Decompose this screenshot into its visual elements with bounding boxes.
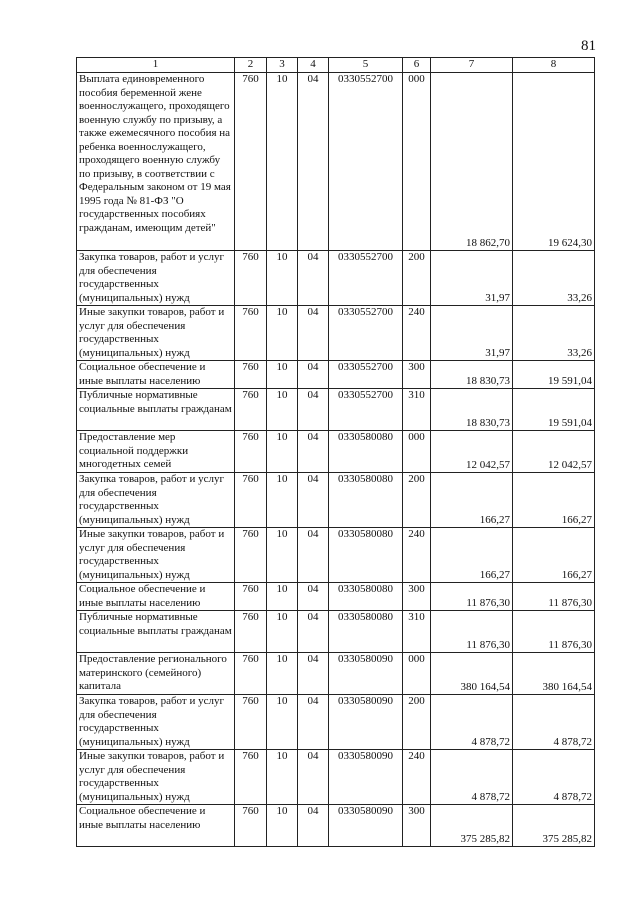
subsection-cell: 04 <box>298 431 329 473</box>
section-cell: 10 <box>267 805 298 847</box>
section-cell: 10 <box>267 583 298 611</box>
target-article-cell: 0330552700 <box>329 389 403 431</box>
expense-type-cell: 240 <box>403 750 431 805</box>
section-cell: 10 <box>267 473 298 528</box>
section-cell: 10 <box>267 750 298 805</box>
expense-type-cell: 300 <box>403 805 431 847</box>
section-cell: 10 <box>267 306 298 361</box>
expense-type-cell: 240 <box>403 528 431 583</box>
subsection-cell: 04 <box>298 750 329 805</box>
section-cell: 10 <box>267 611 298 653</box>
code-cell: 760 <box>235 361 267 389</box>
subsection-cell: 04 <box>298 389 329 431</box>
expense-type-cell: 310 <box>403 611 431 653</box>
code-cell: 760 <box>235 805 267 847</box>
table-row <box>77 306 595 361</box>
section-cell: 10 <box>267 361 298 389</box>
expense-type-cell: 200 <box>403 251 431 306</box>
amount-cell: 19 624,30 <box>513 73 595 251</box>
amount-cell: 12 042,57 <box>431 431 513 473</box>
amount-cell: 11 876,30 <box>431 611 513 653</box>
amount-cell: 12 042,57 <box>513 431 595 473</box>
target-article-cell: 0330552700 <box>329 306 403 361</box>
target-article-cell: 0330580080 <box>329 583 403 611</box>
table-row <box>77 653 595 695</box>
amount-cell: 4 878,72 <box>431 750 513 805</box>
expense-type-cell: 300 <box>403 583 431 611</box>
table-row <box>77 431 595 473</box>
expense-type-cell: 200 <box>403 473 431 528</box>
amount-cell: 18 862,70 <box>431 73 513 251</box>
column-header-1: 1 <box>77 58 235 73</box>
subsection-cell: 04 <box>298 653 329 695</box>
amount-cell: 18 830,73 <box>431 361 513 389</box>
amount-cell: 31,97 <box>431 251 513 306</box>
target-article-cell: 0330580080 <box>329 611 403 653</box>
amount-cell: 11 876,30 <box>431 583 513 611</box>
row-name: Иные закупки товаров, работ и услуг для обеспечения государственных (муниципальных) нужд <box>77 750 235 805</box>
amount-cell: 375 285,82 <box>431 805 513 847</box>
row-name: Социальное обеспечение и иные выплаты населению <box>77 361 235 389</box>
target-article-cell: 0330552700 <box>329 251 403 306</box>
amount-cell: 18 830,73 <box>431 389 513 431</box>
subsection-cell: 04 <box>298 473 329 528</box>
column-header-7: 7 <box>431 58 513 73</box>
expense-type-cell: 000 <box>403 653 431 695</box>
amount-cell: 19 591,04 <box>513 389 595 431</box>
code-cell: 760 <box>235 431 267 473</box>
subsection-cell: 04 <box>298 611 329 653</box>
subsection-cell: 04 <box>298 805 329 847</box>
subsection-cell: 04 <box>298 528 329 583</box>
section-cell: 10 <box>267 695 298 750</box>
code-cell: 760 <box>235 695 267 750</box>
expense-type-cell: 000 <box>403 431 431 473</box>
column-header-3: 3 <box>267 58 298 73</box>
section-cell: 10 <box>267 653 298 695</box>
page-number: 81 <box>581 38 596 54</box>
column-header-4: 4 <box>298 58 329 73</box>
subsection-cell: 04 <box>298 306 329 361</box>
table-row <box>77 611 595 653</box>
amount-cell: 33,26 <box>513 251 595 306</box>
target-article-cell: 0330580090 <box>329 653 403 695</box>
expense-type-cell: 200 <box>403 695 431 750</box>
code-cell: 760 <box>235 583 267 611</box>
section-cell: 10 <box>267 528 298 583</box>
expense-type-cell: 000 <box>403 73 431 251</box>
row-name: Иные закупки товаров, работ и услуг для обеспечения государственных (муниципальных) нужд <box>77 306 235 361</box>
amount-cell: 4 878,72 <box>513 750 595 805</box>
amount-cell: 11 876,30 <box>513 611 595 653</box>
row-name: Иные закупки товаров, работ и услуг для обеспечения государственных (муниципальных) нужд <box>77 528 235 583</box>
table-row <box>77 750 595 805</box>
amount-cell: 31,97 <box>431 306 513 361</box>
section-cell: 10 <box>267 251 298 306</box>
row-name: Предоставление мер социальной поддержки многодетных семей <box>77 431 235 473</box>
amount-cell: 33,26 <box>513 306 595 361</box>
target-article-cell: 0330580090 <box>329 805 403 847</box>
amount-cell: 375 285,82 <box>513 805 595 847</box>
amount-cell: 166,27 <box>513 528 595 583</box>
section-cell: 10 <box>267 431 298 473</box>
subsection-cell: 04 <box>298 361 329 389</box>
row-name: Закупка товаров, работ и услуг для обеспечения государственных (муниципальных) нужд <box>77 473 235 528</box>
column-header-8: 8 <box>513 58 595 73</box>
row-name: Социальное обеспечение и иные выплаты населению <box>77 583 235 611</box>
table-row <box>77 251 595 306</box>
code-cell: 760 <box>235 611 267 653</box>
table-row <box>77 528 595 583</box>
table-row <box>77 583 595 611</box>
code-cell: 760 <box>235 473 267 528</box>
target-article-cell: 0330552700 <box>329 73 403 251</box>
target-article-cell: 0330552700 <box>329 361 403 389</box>
section-cell: 10 <box>267 389 298 431</box>
row-name: Публичные нормативные социальные выплаты гражданам <box>77 389 235 431</box>
target-article-cell: 0330580080 <box>329 528 403 583</box>
amount-cell: 380 164,54 <box>513 653 595 695</box>
code-cell: 760 <box>235 251 267 306</box>
target-article-cell: 0330580080 <box>329 473 403 528</box>
amount-cell: 166,27 <box>431 528 513 583</box>
table-row <box>77 389 595 431</box>
amount-cell: 19 591,04 <box>513 361 595 389</box>
amount-cell: 4 878,72 <box>513 695 595 750</box>
target-article-cell: 0330580090 <box>329 695 403 750</box>
amount-cell: 380 164,54 <box>431 653 513 695</box>
amount-cell: 11 876,30 <box>513 583 595 611</box>
code-cell: 760 <box>235 750 267 805</box>
subsection-cell: 04 <box>298 73 329 251</box>
column-header-2: 2 <box>235 58 267 73</box>
code-cell: 760 <box>235 73 267 251</box>
column-header-6: 6 <box>403 58 431 73</box>
table-row <box>77 73 595 251</box>
amount-cell: 166,27 <box>513 473 595 528</box>
amount-cell: 4 878,72 <box>431 695 513 750</box>
table-row <box>77 695 595 750</box>
amount-cell: 166,27 <box>431 473 513 528</box>
expense-type-cell: 310 <box>403 389 431 431</box>
row-name: Публичные нормативные социальные выплаты гражданам <box>77 611 235 653</box>
expense-type-cell: 300 <box>403 361 431 389</box>
target-article-cell: 0330580080 <box>329 431 403 473</box>
table-row <box>77 805 595 847</box>
code-cell: 760 <box>235 389 267 431</box>
row-name: Закупка товаров, работ и услуг для обеспечения государственных (муниципальных) нужд <box>77 251 235 306</box>
code-cell: 760 <box>235 528 267 583</box>
code-cell: 760 <box>235 653 267 695</box>
row-name: Предоставление регионального материнского (семейного) капитала <box>77 653 235 695</box>
column-header-5: 5 <box>329 58 403 73</box>
table-row <box>77 361 595 389</box>
subsection-cell: 04 <box>298 251 329 306</box>
target-article-cell: 0330580090 <box>329 750 403 805</box>
row-name: Выплата единовременного пособия беременной жене военнослужащего, проходящего военную службу по призыву, а также ежемесячного пособия на ребенка военнослужащего, проходящего военную службу по призыву, в соответствии с Федеральным законом от 19 мая 1995 года № 81-ФЗ "О государственных пособиях гражданам, имеющим детей" <box>77 73 235 251</box>
section-cell: 10 <box>267 73 298 251</box>
header-row <box>77 58 595 73</box>
subsection-cell: 04 <box>298 583 329 611</box>
expense-type-cell: 240 <box>403 306 431 361</box>
row-name: Закупка товаров, работ и услуг для обеспечения государственных (муниципальных) нужд <box>77 695 235 750</box>
code-cell: 760 <box>235 306 267 361</box>
budget-table <box>76 57 595 847</box>
row-name: Социальное обеспечение и иные выплаты населению <box>77 805 235 847</box>
table-row <box>77 473 595 528</box>
subsection-cell: 04 <box>298 695 329 750</box>
